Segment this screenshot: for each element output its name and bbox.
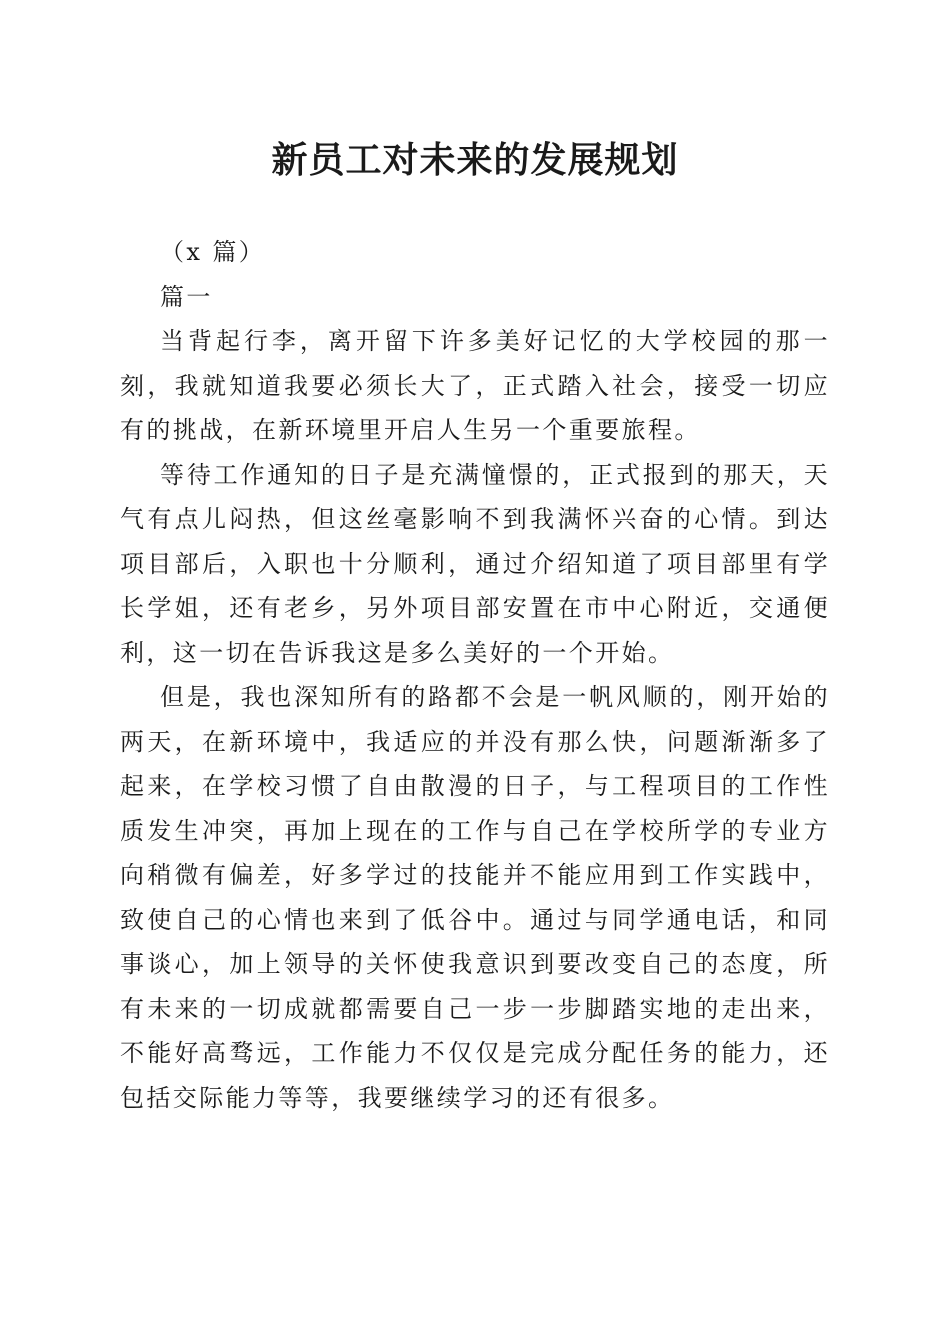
- paragraph-1: 当背起行李，离开留下许多美好记忆的大学校园的那一刻，我就知道我要必须长大了，正式踏入社会，接受一切应有的挑战，在新环境里开启人生另一个重要旅程。: [120, 327, 830, 444]
- paragraph-3: 但是，我也深知所有的路都不会是一帆风顺的，刚开始的两天，在新环境中，我适应的并没有那么快，问题渐渐多了起来，在学校习惯了自由散漫的日子，与工程项目的工作性质发生冲突，再加上现在的工作与自己在学校所学的专业方向稍微有偏差，好多学过的技能并不能应用到工作实践中，致使自己的心情也来到了低谷中。通过与同学通电话，和同事谈心，加上领导的关怀使我意识到要改变自己的态度，所有未来的一切成就都需要自己一步一步脚踏实地的走出来，不能好高骛远，工作能力不仅仅是完成分配任务的能力，还包括交际能力等等，我要继续学习的还有很多。: [120, 683, 830, 1112]
- paragraph-2: 等待工作通知的日子是充满憧憬的，正式报到的那天，天气有点儿闷热，但这丝毫影响不到我满怀兴奋的心情。到达项目部后，入职也十分顺利，通过介绍知道了项目部里有学长学姐，还有老乡，另外项目部安置在市中心附近，交通便利，这一切在告诉我这是多么美好的一个开始。: [120, 460, 830, 667]
- section-label: 篇一: [160, 282, 213, 311]
- document-body: [120, 230, 830, 1120]
- document-title: 新员工对未来的发展规划: [271, 139, 679, 181]
- document-subtitle: （x 篇）: [160, 238, 266, 266]
